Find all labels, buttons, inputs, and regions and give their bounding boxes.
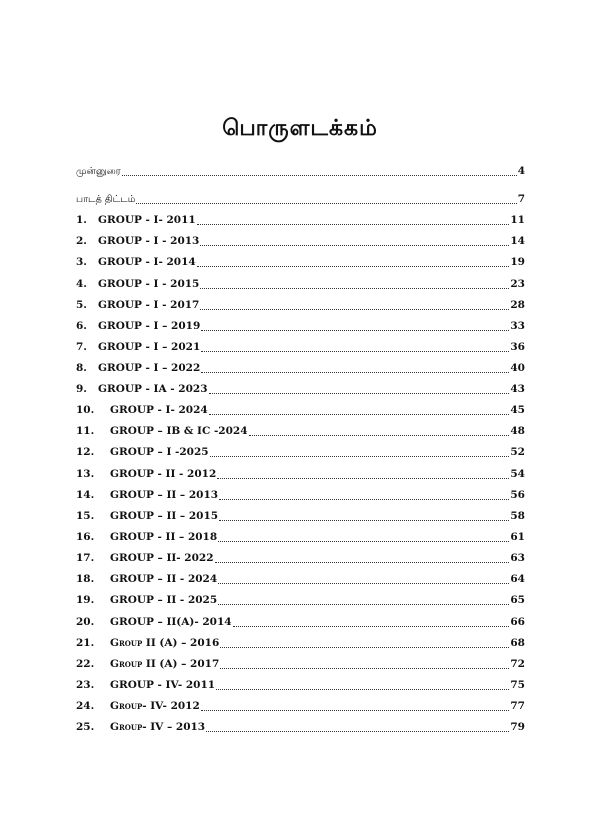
toc-row[interactable] (76, 528, 525, 546)
toc-row[interactable] (76, 655, 525, 673)
toc-row[interactable] (76, 676, 525, 694)
page-title: பொருளடக்கம் (222, 116, 378, 141)
toc-entry-number: 4. (76, 278, 87, 290)
toc-entry-label: GROUP - I - 2015 (98, 278, 200, 290)
toc-entry-label: GROUP - I- 2011 (98, 214, 196, 226)
toc-page-number: 58 (510, 510, 525, 522)
toc-entry-number: 9. (76, 383, 87, 395)
toc-entry-number: 8. (76, 362, 87, 374)
dot-leader (218, 531, 509, 542)
toc-page-number: 63 (510, 552, 525, 564)
toc-page-number: 77 (510, 700, 525, 712)
toc-page-number: 23 (510, 278, 525, 290)
toc-row[interactable] (76, 697, 525, 715)
toc-page-number: 33 (510, 320, 525, 332)
toc-entry-number: 14. (76, 489, 95, 501)
toc-entry-label: GROUP – II - 2025 (110, 594, 218, 606)
toc-page-number: 28 (510, 299, 525, 311)
dot-leader (249, 425, 510, 436)
toc-page-number: 43 (510, 383, 525, 395)
toc-entry-number: 2. (76, 235, 87, 247)
toc-row[interactable] (76, 359, 525, 377)
toc-entry-number: 17. (76, 552, 95, 564)
toc-entry-number: 22. (76, 658, 95, 670)
dot-leader (206, 721, 509, 732)
dot-leader (217, 468, 509, 479)
toc-row[interactable] (76, 486, 525, 504)
toc-entry-number: 21. (76, 637, 95, 649)
dot-leader (210, 446, 510, 457)
toc-entry-number: 12. (76, 446, 95, 458)
toc-row[interactable] (76, 275, 525, 293)
toc-entry-number: 19. (76, 594, 95, 606)
toc-row[interactable] (76, 718, 525, 736)
toc-page-number: 68 (510, 637, 525, 649)
toc-entry-label: பாடத் திட்டம் (76, 194, 136, 205)
toc-entry-label: GROUP - I- 2014 (98, 256, 196, 268)
dot-leader (219, 510, 509, 521)
toc-page-number: 19 (510, 256, 525, 268)
toc-row[interactable] (76, 634, 525, 652)
toc-entry-label: GROUP – II – 2015 (110, 510, 219, 522)
toc-entry-label: GROUP - I – 2019 (98, 320, 201, 332)
toc-entry-number: 7. (76, 341, 87, 353)
dot-leader (197, 214, 510, 225)
toc-page-number: 11 (510, 214, 525, 226)
toc-page-number: 64 (510, 573, 525, 585)
toc-row[interactable] (76, 296, 525, 314)
dot-leader (201, 362, 509, 373)
dot-leader (218, 594, 509, 605)
dot-leader (209, 404, 510, 415)
dot-leader (201, 700, 510, 711)
toc-row[interactable] (76, 211, 525, 229)
toc-page-number: 45 (510, 404, 525, 416)
toc-page-number: 72 (510, 658, 525, 670)
dot-leader (136, 193, 516, 204)
toc-entry-label: GROUP – IB & IC -2024 (110, 425, 248, 437)
toc-page-number: 65 (510, 594, 525, 606)
dot-leader (209, 383, 510, 394)
dot-leader (200, 235, 509, 246)
toc-page-number: 36 (510, 341, 525, 353)
toc-row[interactable] (76, 591, 525, 609)
dot-leader (220, 658, 509, 669)
toc-row[interactable] (76, 317, 525, 335)
toc-entry-label: Group- IV- 2012 (110, 700, 200, 712)
dot-leader (215, 552, 510, 563)
toc-entry-label: Group II (A) – 2016 (110, 637, 220, 649)
toc-entry-number: 10. (76, 404, 95, 416)
toc-entry-number: 3. (76, 256, 87, 268)
toc-row[interactable] (76, 570, 525, 588)
dot-leader (200, 278, 509, 289)
toc-entry-number: 15. (76, 510, 95, 522)
toc-page-number: 40 (510, 362, 525, 374)
toc-entry-number: 24. (76, 700, 95, 712)
toc-page-number: 52 (510, 446, 525, 458)
toc-entry-number: 23. (76, 679, 95, 691)
dot-leader (216, 679, 509, 690)
toc-entry-number: 16. (76, 531, 95, 543)
toc-entry-label: GROUP – II- 2022 (110, 552, 214, 564)
toc-entry-number: 18. (76, 573, 95, 585)
toc-row[interactable] (76, 338, 525, 356)
toc-page-number: 75 (510, 679, 525, 691)
toc-page-number: 48 (510, 425, 525, 437)
toc-row[interactable] (76, 253, 525, 271)
toc-row[interactable] (76, 549, 525, 567)
toc-entry-label: GROUP - IV- 2011 (110, 679, 216, 691)
toc-page-number: 14 (510, 235, 525, 247)
toc-row[interactable] (76, 232, 525, 250)
toc-entry-number: 5. (76, 299, 87, 311)
dot-leader (219, 489, 509, 500)
toc-page-number: 66 (510, 616, 525, 628)
toc-entry-label: GROUP - I - 2013 (98, 235, 200, 247)
toc-entry-number: 11. (76, 425, 95, 437)
toc-row-syllabus[interactable] (76, 190, 525, 208)
toc-page-number: 4 (517, 165, 525, 177)
toc-row[interactable] (76, 465, 525, 483)
toc-page-number: 56 (510, 489, 525, 501)
toc-entry-number: 6. (76, 320, 87, 332)
toc-page-number: 54 (510, 468, 525, 480)
toc-row-preface[interactable] (76, 162, 525, 180)
toc-entry-label: முன்னுரை (76, 166, 121, 177)
toc-entry-number: 13. (76, 468, 95, 480)
toc-entry-label: GROUP - I- 2024 (110, 404, 208, 416)
dot-leader (201, 320, 509, 331)
toc-entry-label: GROUP – II(A)- 2014 (110, 616, 232, 628)
toc-row[interactable] (76, 422, 525, 440)
toc-page-number: 79 (510, 721, 525, 733)
toc-entry-number: 25. (76, 721, 95, 733)
toc-entry-label: GROUP - I – 2022 (98, 362, 201, 374)
toc-entry-label: GROUP - IA - 2023 (98, 383, 208, 395)
dot-leader (200, 299, 509, 310)
toc-row[interactable] (76, 613, 525, 631)
toc-row[interactable] (76, 380, 525, 398)
dot-leader (220, 637, 509, 648)
toc-entry-label: GROUP - I - 2017 (98, 299, 200, 311)
toc-entry-label: GROUP - II – 2018 (110, 531, 218, 543)
toc-entry-label: Group II (A) – 2017 (110, 658, 220, 670)
toc-entry-label: GROUP – I -2025 (110, 446, 209, 458)
toc-row[interactable] (76, 443, 525, 461)
toc-entry-label: Group- IV – 2013 (110, 721, 206, 733)
dot-leader (201, 341, 509, 352)
toc-entry-label: GROUP - I – 2021 (98, 341, 201, 353)
toc-row[interactable] (76, 507, 525, 525)
dot-leader (218, 573, 509, 584)
toc-page-number: 61 (510, 531, 525, 543)
toc-row[interactable] (76, 401, 525, 419)
dot-leader (233, 616, 510, 627)
toc-entry-number: 1. (76, 214, 87, 226)
toc-entry-label: GROUP - II - 2012 (110, 468, 217, 480)
toc-entry-label: GROUP – II – 2013 (110, 489, 219, 501)
dot-leader (122, 165, 517, 176)
toc-entry-label: GROUP – II - 2024 (110, 573, 218, 585)
toc-page-number: 7 (517, 193, 525, 205)
toc-entry-number: 20. (76, 616, 95, 628)
dot-leader (197, 256, 510, 267)
